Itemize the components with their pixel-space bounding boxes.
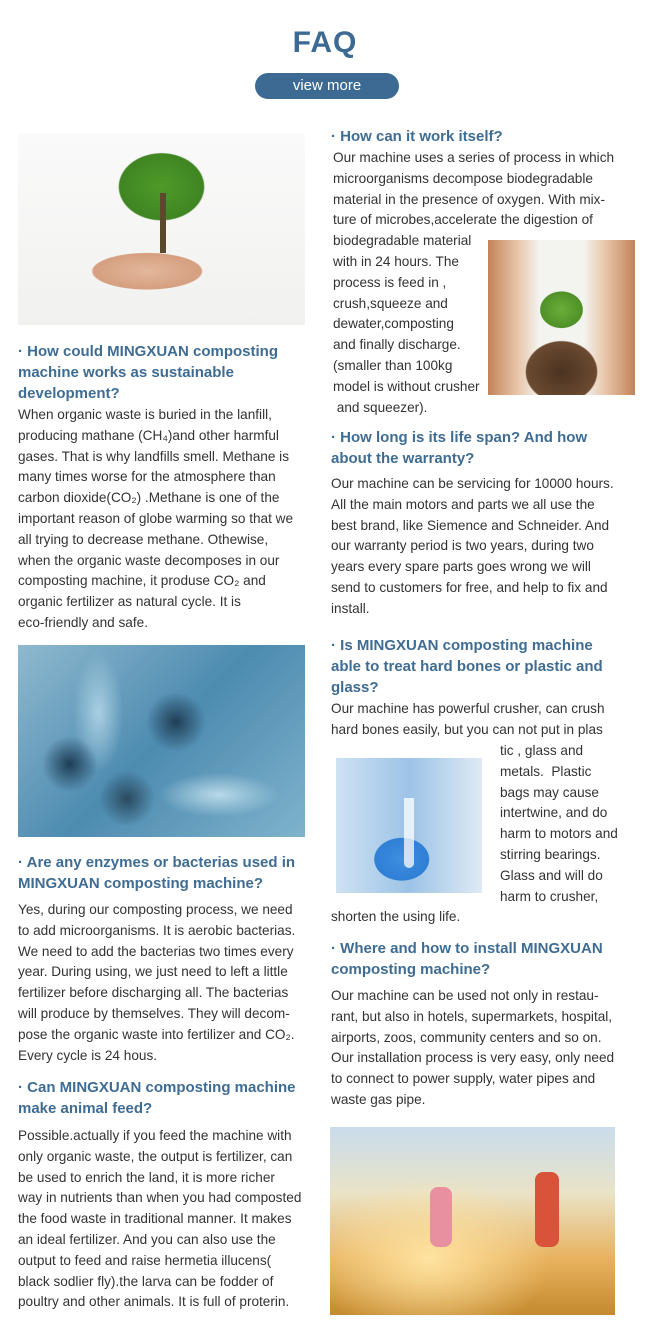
text-line: producing mathane (CH₄)and other harmful — [18, 427, 279, 443]
text-line: shorten the using life. — [331, 909, 461, 924]
faq-question — [18, 341, 278, 404]
text-line: Our installation process is very easy, only need — [331, 1050, 615, 1066]
text-line: poultry and other animals. It is full of proterin. — [18, 1294, 290, 1310]
text-line: organic fertilizer as natural cycle. It is — [18, 594, 241, 610]
text-line: rant, but also in hotels, supermarkets, hospital, — [331, 1008, 613, 1024]
child-figure — [535, 1172, 559, 1247]
text-line: composting machine, it produse CO₂ and — [18, 573, 266, 589]
text-line: machine works as sustainable — [18, 364, 234, 381]
text-line: eco-friendly and safe. — [18, 614, 148, 630]
text-line: composting machine? — [331, 961, 491, 978]
text-line: our warranty period is two years, during two — [331, 538, 594, 554]
text-line: Our machine uses a series of process in which — [333, 150, 615, 165]
faq-answer — [331, 907, 460, 928]
text-line: about the warranty? — [331, 450, 475, 467]
text-line: best brand, like Siemence and Schneider. And — [331, 517, 610, 533]
text-line: year. During using, we just need to left a little — [18, 964, 288, 980]
faq-question — [331, 938, 603, 980]
text-line: microorganisms decompose biodegradable — [333, 170, 593, 186]
lab-test-tube-image — [336, 758, 482, 893]
text-line: with in 24 hours. The — [333, 253, 459, 269]
view-more-button[interactable]: view more — [255, 73, 399, 99]
text-line: and finally discharge. — [333, 337, 461, 353]
text-line: Our machine has powerful crusher, can crush — [331, 701, 605, 716]
bacteria-image — [18, 645, 305, 837]
text-line: harm to motors and — [500, 826, 618, 842]
faq-answer — [18, 405, 293, 634]
text-line: Glass and will do — [500, 867, 603, 883]
text-line: metals. Plastic — [500, 763, 592, 779]
text-line: many times worse for the atmosphere than — [18, 469, 276, 485]
text-line: bags may cause — [500, 784, 599, 800]
text-line: Our machine can be used not only in restau- — [331, 988, 599, 1003]
text-line: ture of microbes,accelerate the digestion of — [333, 212, 593, 228]
text-line: process is feed in , — [333, 274, 447, 290]
text-line: waste gas pipe. — [331, 1091, 426, 1107]
text-line: · Where and how to install MINGXUAN — [331, 940, 603, 957]
text-line: years every spare parts goes wrong we will — [331, 559, 591, 575]
text-line: to add microorganisms. It is aerobic bacterias. — [18, 922, 296, 938]
text-line: · Can MINGXUAN composting machine — [18, 1079, 296, 1096]
text-line: development? — [18, 385, 120, 402]
text-line: only organic waste, the output is fertilizer, can — [18, 1148, 293, 1164]
faq-answer — [331, 474, 614, 620]
text-line: dewater,composting — [333, 316, 454, 332]
text-line: to connect to power supply, water pipes and — [331, 1071, 596, 1087]
text-line: gases. That is why landfills smell. Methane is — [18, 448, 289, 464]
text-line: Our machine can be servicing for 10000 hours. — [331, 476, 614, 491]
text-line: hard bones easily, but you can not put in plas — [331, 721, 603, 737]
text-line: (smaller than 100kg — [333, 357, 453, 373]
children-playing-image — [330, 1127, 615, 1315]
child-figure — [430, 1187, 452, 1247]
faq-question — [331, 635, 603, 698]
text-line: and squeezer). — [333, 399, 428, 415]
faq-question — [18, 852, 295, 894]
text-line: When organic waste is buried in the lanfill, — [18, 407, 272, 422]
text-line: material in the presence of oxygen. With mix- — [333, 191, 605, 207]
text-line: output to feed and raise hermetia illucens( — [18, 1252, 272, 1268]
text-line: when the organic waste decomposes in our — [18, 552, 280, 568]
faq-question — [18, 1077, 296, 1119]
text-line: · How could MINGXUAN composting — [18, 343, 278, 360]
text-line: glass? — [331, 679, 379, 696]
text-line: tic , glass and — [500, 743, 584, 758]
text-line: fertilizer before discharging all. The bacterias — [18, 985, 289, 1001]
text-line: Yes, during our composting process, we need — [18, 902, 293, 917]
text-line: black sodlier fly).the larva can be fodder of — [18, 1273, 274, 1289]
faq-answer — [331, 699, 605, 741]
text-line: model is without crusher — [333, 378, 480, 394]
text-line: MINGXUAN composting machine? — [18, 875, 264, 892]
text-line: We need to add the bacterias two times every — [18, 943, 294, 959]
faq-answer — [500, 741, 618, 907]
text-line: · How can it work itself? — [331, 128, 503, 145]
text-line: · Are any enzymes or bacterias used in — [18, 854, 296, 871]
text-line: an ideal fertilizer. And you can also use the — [18, 1231, 276, 1247]
text-line: important reason of globe warming so that we — [18, 510, 294, 526]
text-line: the food waste in traditional manner. It makes — [18, 1211, 292, 1227]
text-line: all trying to decrease methane. Othewise, — [18, 531, 269, 547]
faq-answer — [18, 1126, 301, 1313]
text-line: Every cycle is 24 hous. — [18, 1047, 158, 1063]
text-line: able to treat hard bones or plastic and — [331, 658, 603, 675]
faq-answer — [331, 986, 614, 1111]
faq-answer — [18, 900, 295, 1066]
text-line: · Is MINGXUAN composting machine — [331, 637, 593, 654]
text-line: stirring bearings. — [500, 846, 601, 862]
text-line: install. — [331, 600, 370, 616]
text-line: crush,squeeze and — [333, 295, 448, 311]
text-line: biodegradable material — [333, 233, 472, 249]
text-line: All the main motors and parts we all use the — [331, 496, 595, 512]
text-line: send to customers for free, and help to fix and — [331, 579, 608, 595]
text-line: airports, zoos, community centers and so on. — [331, 1029, 602, 1045]
text-line: way in nutrients than when you had composted — [18, 1190, 302, 1206]
faq-question — [331, 126, 503, 147]
text-line: make animal feed? — [18, 1100, 153, 1117]
page-title: FAQ — [292, 26, 358, 59]
tree-in-hands-image — [18, 133, 305, 325]
faq-question — [331, 427, 587, 469]
text-line: intertwine, and do — [500, 805, 608, 821]
text-line: · How long is its life span? And how — [331, 429, 588, 446]
text-line: will produce by themselves. They will decom- — [18, 1005, 290, 1021]
text-line: pose the organic waste into fertilizer and CO₂. — [18, 1026, 295, 1042]
text-line: harm to crusher, — [500, 888, 599, 904]
faq-answer — [333, 148, 614, 418]
text-line: carbon dioxide(CO₂) .Methane is one of the — [18, 490, 280, 506]
text-line: be used to enrich the land, it is more richer — [18, 1169, 275, 1185]
text-line: Possible.actually if you feed the machine with — [18, 1128, 292, 1143]
